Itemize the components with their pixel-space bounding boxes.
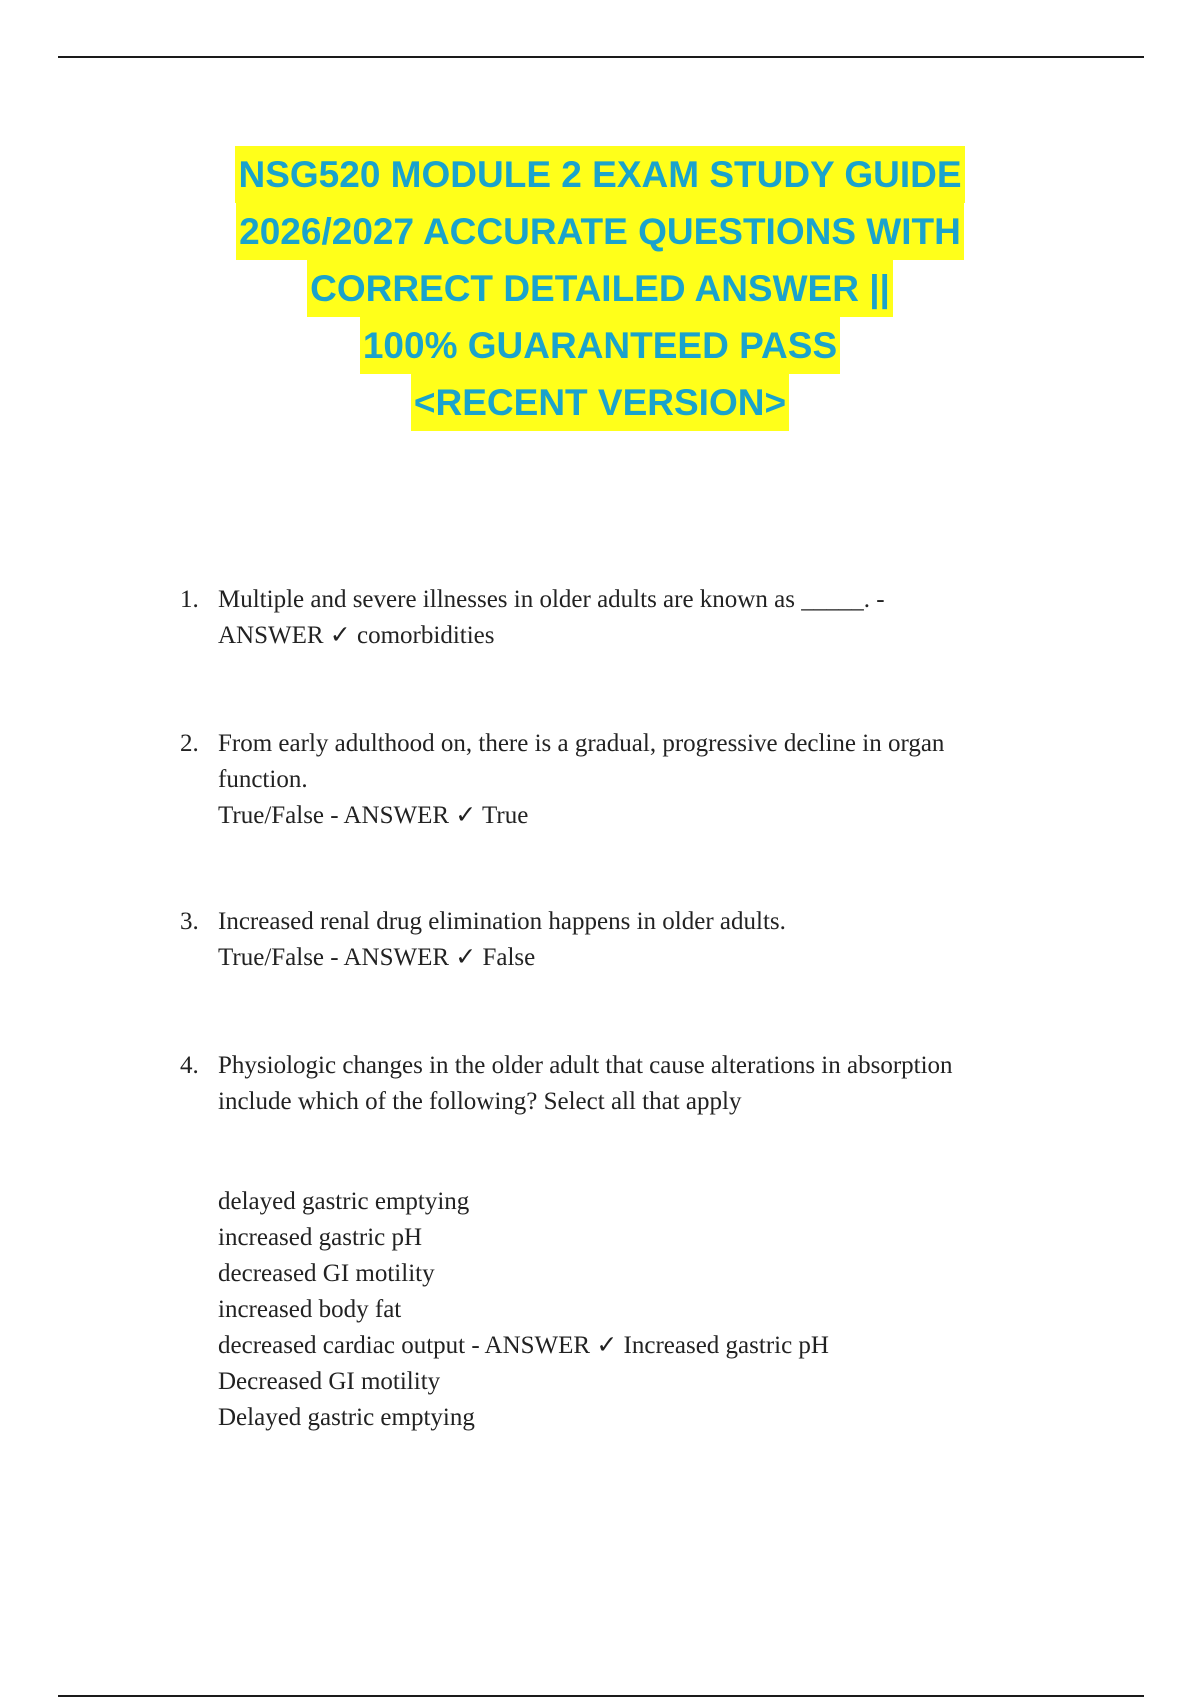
question-text: Physiologic changes in the older adult that cause alterations in absorption (218, 1052, 953, 1079)
question-text: Increased renal drug elimination happens in older adults. (218, 908, 786, 935)
option-item: increased body fat (218, 1296, 402, 1323)
answer-text: Delayed gastric emptying (218, 1404, 475, 1431)
title-line-4: 100% GUARANTEED PASS (0, 317, 1200, 374)
answer-text: Decreased GI motility (218, 1368, 441, 1395)
answer-text: decreased cardiac output - ANSWER ✓ Increased gastric pH (218, 1332, 829, 1359)
top-divider (58, 56, 1144, 58)
bottom-divider (58, 1695, 1144, 1697)
question-text: From early adulthood on, there is a gradual, progressive decline in organ (218, 730, 945, 757)
answer-text: ANSWER ✓ comorbidities (218, 622, 495, 649)
document-title (0, 146, 1200, 431)
title-line-2: 2026/2027 ACCURATE QUESTIONS WITH (0, 203, 1200, 260)
option-item: decreased GI motility (218, 1260, 435, 1287)
question-text: Multiple and severe illnesses in older adults are known as _____. - (218, 586, 885, 613)
question-number: 3. (180, 908, 199, 935)
question-number: 2. (180, 730, 199, 757)
option-item: delayed gastric emptying (218, 1188, 470, 1215)
question-number: 4. (180, 1052, 199, 1079)
title-line-1: NSG520 MODULE 2 EXAM STUDY GUIDE (0, 146, 1200, 203)
title-line-3: CORRECT DETAILED ANSWER || (0, 260, 1200, 317)
title-line-5: <RECENT VERSION> (0, 374, 1200, 431)
question-text: function. (218, 766, 308, 793)
answer-text: True/False - ANSWER ✓ False (218, 944, 536, 971)
option-item: increased gastric pH (218, 1224, 423, 1251)
answer-text: True/False - ANSWER ✓ True (218, 802, 529, 829)
question-number: 1. (180, 586, 199, 613)
question-text: include which of the following? Select all that apply (218, 1088, 742, 1115)
